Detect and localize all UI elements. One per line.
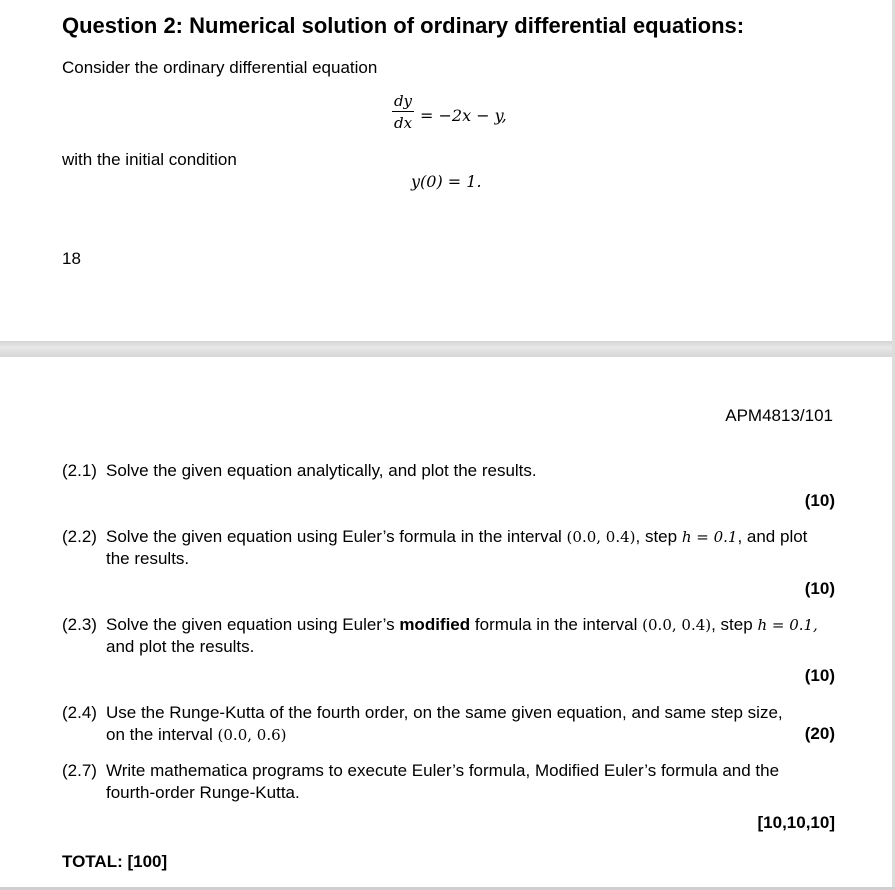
item-marks: (10): [804, 491, 835, 510]
item-text: Use the Runge-Kutta of the fourth order, on the same given equation, and same step size, on the interval (0.0, 0.6): [106, 703, 783, 744]
item-marks: (10): [804, 666, 835, 685]
interval: (0.0, 0.4): [566, 528, 636, 546]
page-number: 18: [62, 249, 81, 268]
item-label: (2.7): [62, 761, 97, 780]
interval: (0.0, 0.4): [642, 616, 712, 634]
page-1: [0, 0, 895, 341]
item-text: Solve the given equation analytically, and plot the results.: [106, 461, 537, 480]
total-marks: TOTAL: [100]: [62, 852, 168, 871]
question-title: Question 2: Numerical solution of ordinary differential equations:: [62, 13, 745, 38]
page-2: [0, 357, 895, 890]
item-label: (2.1): [62, 461, 97, 480]
page-separator: [0, 341, 895, 357]
item-text: Write mathematica programs to execute Euler’s formula, Modified Euler’s formula and the fourth-order Runge-Kutta.: [106, 761, 780, 802]
step-size: h = 0.1,: [757, 616, 818, 634]
ode-fraction: [392, 93, 414, 131]
item-text: Solve the given equation using Euler’s modified formula in the interval (0.0, 0.4), step h = 0.1, and plot the results.: [106, 615, 818, 656]
initial-condition: y(0) = 1.: [411, 172, 482, 191]
item-label: (2.2): [62, 527, 97, 546]
bold-word: modified: [399, 615, 471, 634]
initial-condition-text: with the initial condition: [62, 150, 237, 169]
course-code: APM4813/101: [725, 406, 833, 425]
item-marks: [10,10,10]: [757, 813, 835, 832]
step-size: h = 0.1: [681, 528, 738, 546]
item-text: Solve the given equation using Euler’s formula in the interval (0.0, 0.4), step h = 0.1, and plot the results.: [106, 527, 808, 568]
ode-numerator: dy: [393, 92, 413, 110]
item-marks: (20): [804, 724, 835, 743]
intro-text: Consider the ordinary differential equation: [62, 58, 378, 77]
fraction-bar: [392, 111, 414, 112]
ode-rhs: = −2x − y,: [420, 106, 507, 125]
interval: (0.0, 0.6): [217, 726, 287, 744]
ode-denominator: dx: [393, 114, 413, 132]
item-marks: (10): [804, 579, 835, 598]
item-label: (2.3): [62, 615, 97, 634]
item-label: (2.4): [62, 703, 97, 722]
